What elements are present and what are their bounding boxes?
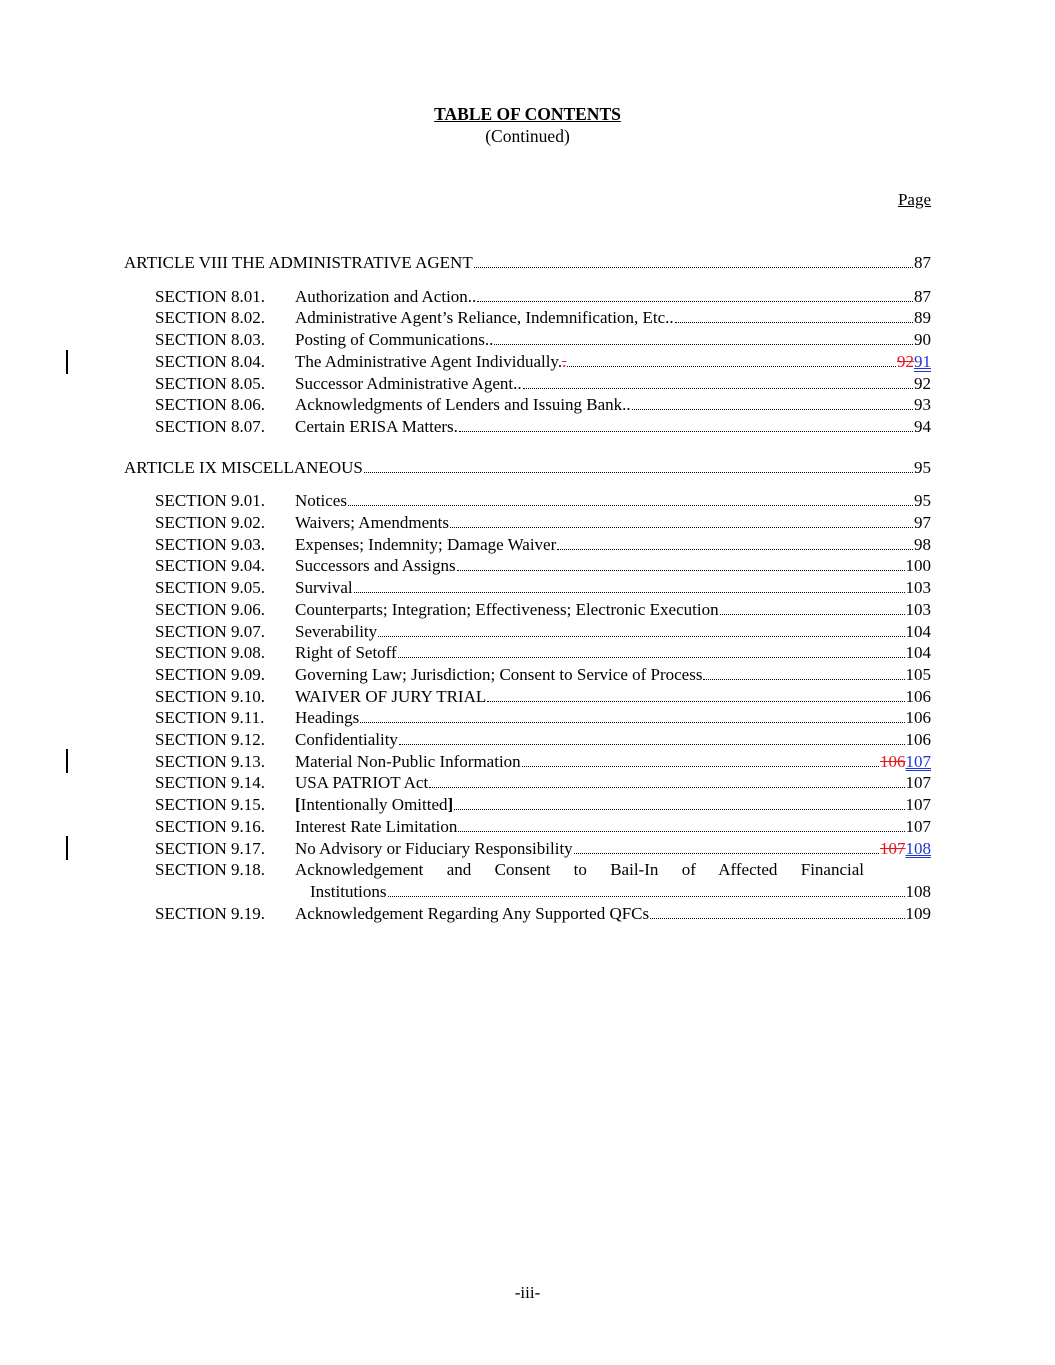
page-number: 95 [914, 491, 931, 511]
dot-leader [429, 787, 904, 788]
page-number: 107 [905, 795, 931, 815]
toc-section-9-11[interactable] [124, 707, 931, 729]
section-title: Successor Administrative Agent.. [295, 373, 522, 393]
section-title: Acknowledgments of Lenders and Issuing Bank.. [295, 395, 631, 415]
dot-leader [632, 409, 913, 410]
dot-leader [574, 853, 879, 854]
toc-section-9-10[interactable] [124, 686, 931, 708]
toc-section-9-12[interactable] [124, 729, 931, 751]
section-number: SECTION 8.05. [155, 373, 266, 393]
dot-leader [364, 472, 913, 473]
section-title: Counterparts; Integration; Effectiveness; Electronic Execution [295, 599, 719, 619]
change-bar [66, 749, 68, 773]
section-title: Severability [295, 621, 378, 641]
page-number: 104 [905, 643, 931, 663]
page-number: 100 [905, 556, 931, 576]
page-number: 87 [914, 253, 931, 272]
section-title: Posting of Communications.. [295, 330, 494, 350]
dot-leader [703, 679, 904, 680]
toc-section-9-09[interactable] [124, 664, 931, 686]
dot-leader [348, 505, 913, 506]
article-title: ARTICLE IX MISCELLANEOUS [124, 457, 363, 477]
dot-leader [487, 701, 904, 702]
change-bar [66, 836, 68, 860]
dot-leader [477, 301, 913, 302]
page-number: 93 [914, 395, 931, 415]
section-number: SECTION 9.11. [155, 708, 265, 728]
section-number: SECTION 9.09. [155, 664, 266, 684]
dot-leader [494, 344, 913, 345]
section-number: SECTION 8.03. [155, 330, 266, 350]
section-title: Waivers; Amendments [295, 513, 449, 533]
section-number: SECTION 9.12. [155, 730, 266, 750]
section-title-line1: Acknowledgement and Consent to Bail-In of Affected Financial [295, 860, 864, 880]
section-title: Confidentiality [295, 730, 398, 750]
toc-subtitle: (Continued) [485, 126, 570, 146]
page-number: 108 [905, 881, 931, 901]
deleted-page-number: 106 [880, 751, 906, 771]
section-number: SECTION 9.15. [155, 795, 266, 815]
section-number: SECTION 9.18. [155, 860, 266, 880]
dot-leader [523, 388, 913, 389]
toc-section-8-02[interactable] [124, 307, 931, 329]
dot-leader [388, 896, 905, 897]
toc-section-8-06[interactable] [124, 394, 931, 416]
section-title: No Advisory or Fiduciary Responsibility [295, 838, 573, 858]
toc-section-8-07[interactable] [124, 416, 931, 438]
page-number: 107 [905, 816, 931, 836]
section-number: SECTION 9.16. [155, 816, 266, 836]
section-title: Right of Setoff [295, 643, 397, 663]
toc-section-8-04[interactable] [124, 351, 931, 373]
page-column-label: Page [897, 190, 931, 209]
page-number: 90 [914, 330, 931, 350]
section-title [295, 351, 566, 373]
dot-leader [567, 366, 896, 367]
section-number: SECTION 8.06. [155, 395, 266, 415]
toc-section-9-03[interactable] [124, 534, 931, 556]
inserted-page-number: 107 [905, 751, 931, 771]
section-number: SECTION 9.19. [155, 903, 266, 923]
page-footer-number: -iii- [514, 1283, 541, 1302]
toc-section-9-14[interactable] [124, 772, 931, 794]
close-bracket: ] [447, 795, 454, 815]
dot-leader [557, 549, 913, 550]
change-bar [66, 350, 68, 374]
page-number: 97 [914, 513, 931, 533]
section-title: Survival [295, 578, 353, 598]
section-title: USA PATRIOT Act [295, 773, 429, 793]
page-number: 109 [905, 903, 931, 923]
dot-leader [398, 657, 905, 658]
dot-leader [522, 766, 879, 767]
page-number: 87 [914, 286, 931, 306]
section-title: Interest Rate Limitation [295, 816, 458, 836]
toc-section-9-02[interactable] [124, 512, 931, 534]
section-title: Expenses; Indemnity; Damage Waiver [295, 534, 557, 554]
dot-leader [354, 592, 905, 593]
page-number [897, 351, 931, 373]
toc-section-8-03[interactable] [124, 329, 931, 351]
dot-leader [675, 322, 913, 323]
section-title: Notices [295, 491, 347, 511]
section-title-text: Intentionally Omitted [300, 795, 448, 815]
section-number: SECTION 8.01. [155, 286, 266, 306]
dot-leader [454, 809, 904, 810]
section-number: SECTION 8.07. [155, 416, 266, 436]
dot-leader [378, 636, 904, 637]
dot-leader [650, 918, 904, 919]
dot-leader [459, 431, 913, 432]
toc-section-9-17[interactable] [124, 838, 931, 860]
deleted-page-number: 92 [897, 351, 914, 371]
section-number: SECTION 8.02. [155, 308, 266, 328]
toc-section-9-05[interactable] [124, 577, 931, 599]
section-number: SECTION 9.14. [155, 773, 266, 793]
page-number [880, 838, 931, 860]
page-number: 106 [905, 686, 931, 706]
section-number: SECTION 9.01. [155, 491, 266, 511]
toc-title: TABLE OF CONTENTS [434, 104, 621, 124]
page-number: 105 [905, 664, 931, 684]
toc-section-9-07[interactable] [124, 621, 931, 643]
deleted-page-number: 107 [880, 838, 906, 858]
dot-leader [360, 722, 904, 723]
inserted-page-number: 108 [905, 838, 931, 858]
dot-leader [450, 527, 913, 528]
deleted-text: . [562, 351, 567, 371]
toc-section-9-06[interactable] [124, 599, 931, 621]
section-title: Successors and Assigns [295, 556, 456, 576]
toc-section-9-16[interactable] [124, 816, 931, 838]
page-number: 104 [905, 621, 931, 641]
open-bracket: [ [295, 795, 301, 815]
page-number: 94 [914, 416, 931, 436]
section-number: SECTION 9.07. [155, 621, 266, 641]
toc-section-9-04[interactable] [124, 555, 931, 577]
toc-section-9-08[interactable] [124, 642, 931, 664]
section-title [295, 794, 453, 816]
page-number: 95 [914, 457, 931, 477]
dot-leader [399, 744, 905, 745]
section-title: Governing Law; Jurisdiction; Consent to Service of Process [295, 664, 703, 684]
toc-section-8-05[interactable] [124, 373, 931, 395]
page-number: 103 [905, 578, 931, 598]
page-number: 92 [914, 373, 931, 393]
dot-leader [458, 831, 904, 832]
toc-section-9-13[interactable] [124, 751, 931, 773]
section-number: SECTION 9.02. [155, 513, 266, 533]
section-number: SECTION 9.13. [155, 751, 266, 771]
section-number: SECTION 8.04. [155, 351, 266, 371]
section-number: SECTION 9.05. [155, 578, 266, 598]
dot-leader [457, 570, 905, 571]
section-number: SECTION 9.10. [155, 686, 266, 706]
toc-section-9-01[interactable] [124, 490, 931, 512]
toc-section-9-18[interactable] [124, 859, 931, 902]
section-number: SECTION 9.08. [155, 643, 266, 663]
section-number: SECTION 9.03. [155, 534, 266, 554]
dot-leader [474, 267, 913, 268]
section-title-text: The Administrative Agent Individually. [295, 351, 563, 371]
page-number: 103 [905, 599, 931, 619]
section-title: Authorization and Action.. [295, 286, 477, 306]
table-of-contents [124, 252, 931, 924]
toc-article-8[interactable] [124, 252, 931, 274]
page-number: 89 [914, 308, 931, 328]
inserted-page-number: 91 [914, 351, 931, 371]
dot-leader [720, 614, 905, 615]
toc-article-9[interactable] [124, 457, 931, 479]
page-number: 106 [905, 730, 931, 750]
section-title: Certain ERISA Matters. [295, 416, 458, 436]
page-number: 106 [905, 708, 931, 728]
toc-section-9-15[interactable] [124, 794, 931, 816]
page-number: 98 [914, 534, 931, 554]
page-number: 107 [905, 773, 931, 793]
section-title-line2-row [295, 881, 931, 903]
section-title: Administrative Agent’s Reliance, Indemnification, Etc.. [295, 308, 674, 328]
section-title: Headings [295, 708, 360, 728]
page-number [880, 751, 931, 773]
toc-section-9-19[interactable] [124, 903, 931, 925]
section-title: Acknowledgement Regarding Any Supported QFCs [295, 903, 650, 923]
section-title: WAIVER OF JURY TRIAL [295, 686, 487, 706]
section-title-wrapped [295, 859, 931, 902]
section-number: SECTION 9.04. [155, 556, 266, 576]
section-title-line2: Institutions [310, 881, 387, 901]
section-title: Material Non-Public Information [295, 751, 521, 771]
section-number: SECTION 9.17. [155, 838, 266, 858]
toc-section-8-01[interactable] [124, 286, 931, 308]
article-title: ARTICLE VIII THE ADMINISTRATIVE AGENT [124, 253, 473, 272]
section-number: SECTION 9.06. [155, 599, 266, 619]
